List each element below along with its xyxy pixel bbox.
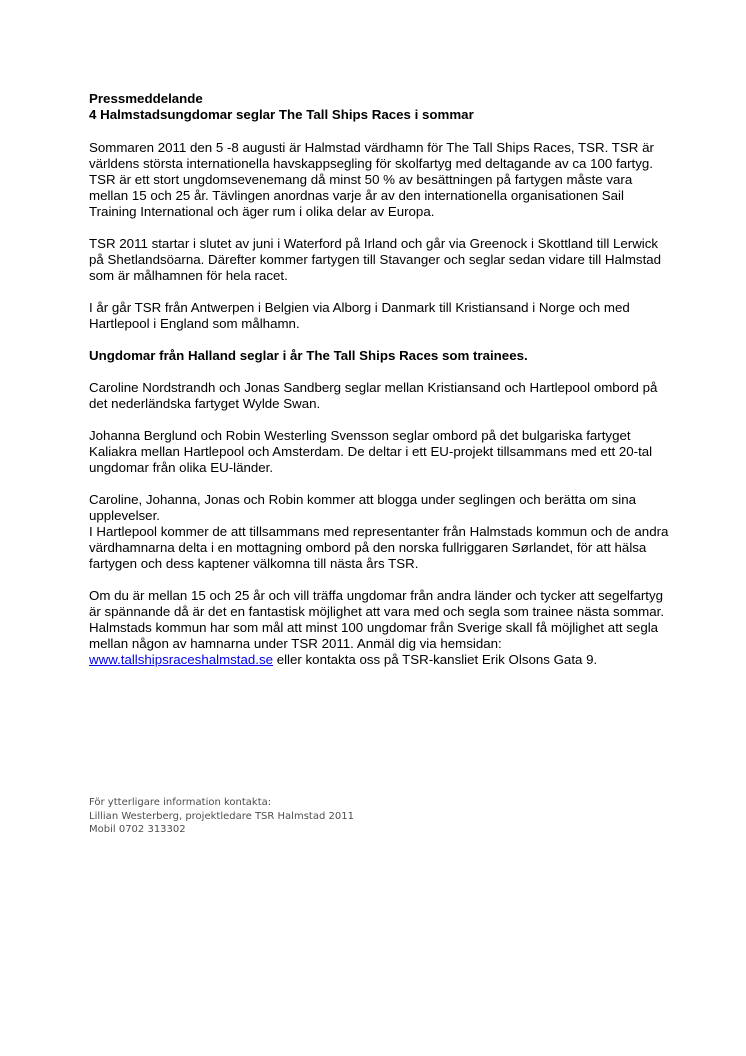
invitation-text-end: eller kontakta oss på TSR-kansliet Erik Olsons Gata 9. xyxy=(273,652,598,667)
paragraph-blog: Caroline, Johanna, Jonas och Robin kommer att blogga under seglingen och berätta om sina upplevelser. xyxy=(89,492,636,523)
paragraph-intro: Sommaren 2011 den 5 -8 augusti är Halmstad värdhamn för The Tall Ships Races, TSR. TSR är världens största internationella havskappsegling för skolfartyg med deltagande av ca 100 fartyg. TSR är ett stort ungdomsevenemang då minst 50 % av besättningen på fartygen måste vara mellan 15 och 25 år. Tävlingen anordnas varje år av den internationella organisationen Sail Training International och äger rum i olika delar av Europa. xyxy=(89,140,654,219)
paragraph-johanna-robin: Johanna Berglund och Robin Westerling Svensson seglar ombord på det bulgariska fartyget Kaliakra mellan Hartlepool och Amsterdam. De deltar i ett EU-projekt tillsammans med ett 20-tal ungdomar från olika EU-länder. xyxy=(89,428,653,475)
document-label: Pressmeddelande xyxy=(89,91,203,106)
press-release xyxy=(89,91,669,668)
contact-person: Lillian Westerberg, projektledare TSR Halmstad 2011 xyxy=(89,810,354,822)
contact-intro: För ytterligare information kontakta: xyxy=(89,797,272,808)
document-title: 4 Halmstadsungdomar seglar The Tall Ships Races i sommar xyxy=(89,107,474,122)
paragraph-route-this-year: I år går TSR från Antwerpen i Belgien via Alborg i Danmark till Kristiansand i Norge och med Hartlepool i England som målhamn. xyxy=(89,300,630,331)
paragraph-hartlepool-reception: I Hartlepool kommer de att tillsammans med representanter från Halmstads kommun och de andra värdhamnarna delta i en mottagning ombord på den norska fullriggaren Sørlandet, för att hälsa fartygen och dess kaptener välkomna till nästa års TSR. xyxy=(89,524,669,571)
paragraph-invitation xyxy=(89,588,669,668)
invitation-text: Om du är mellan 15 och 25 år och vill träffa ungdomar från andra länder och tycker att segelfartyg är spännande då är det en fantastisk möjlighet att vara med och segla som trainee nästa sommar. Halmstads kommun har som mål att minst 100 ungdomar från Sverige skall få möjlighet att segla mellan någon av hamnarna under TSR 2011. Anmäl dig via hemsidan: xyxy=(89,588,665,651)
paragraph-caroline-jonas: Caroline Nordstrandh och Jonas Sandberg seglar mellan Kristiansand och Hartlepool ombord på det nederländska fartyget Wylde Swan. xyxy=(89,380,658,411)
section-heading: Ungdomar från Halland seglar i år The Tall Ships Races som trainees. xyxy=(89,348,528,363)
contact-info xyxy=(89,796,354,837)
website-link[interactable]: www.tallshipsraceshalmstad.se xyxy=(89,652,274,667)
paragraph-route-2011: TSR 2011 startar i slutet av juni i Waterford på Irland och går via Greenock i Skottland till Lerwick på Shetlandsöarna. Därefter kommer fartygen till Stavanger och seglar sedan vidare till Halmstad som är målhamnen för hela racet. xyxy=(89,236,662,283)
contact-phone: Mobil 0702 313302 xyxy=(89,824,186,835)
